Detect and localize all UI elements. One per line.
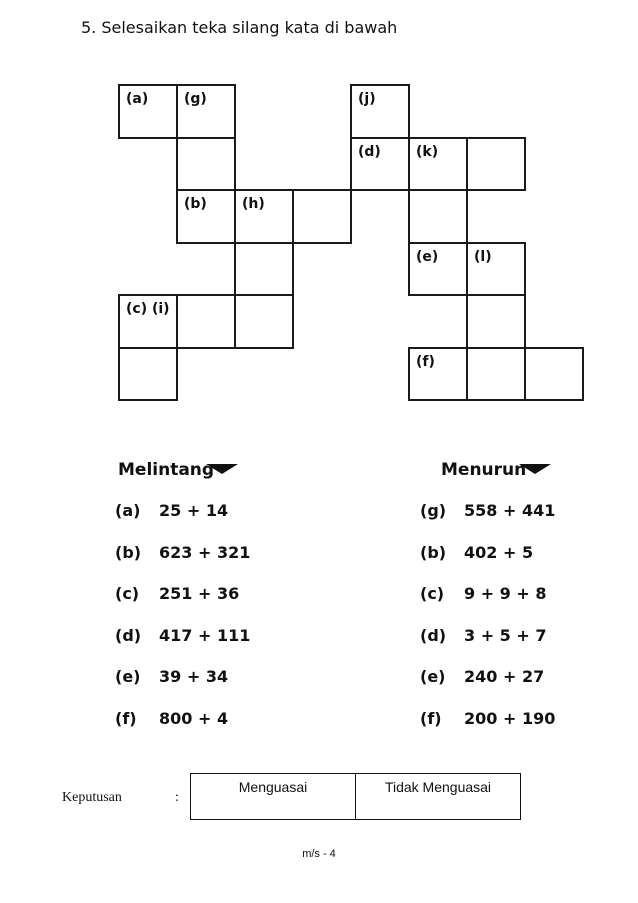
across-clue-row bbox=[115, 543, 250, 562]
clue-label: (f) bbox=[115, 708, 137, 728]
crossword-cell[interactable] bbox=[292, 189, 352, 244]
across-clue-row bbox=[115, 626, 250, 645]
clue-label: (b) bbox=[115, 542, 142, 562]
page-number: m/s - 4 bbox=[302, 848, 336, 860]
clue-label: (a) bbox=[115, 501, 141, 520]
cell-clue-label: (d) bbox=[358, 143, 381, 160]
down-clue-row bbox=[420, 543, 533, 562]
clue-expression: 558 + 441 bbox=[464, 501, 556, 520]
crossword-cell[interactable] bbox=[118, 347, 178, 402]
clue-expression: 800 + 4 bbox=[159, 708, 229, 728]
keputusan-table bbox=[190, 773, 521, 820]
clue-expression: 39 + 34 bbox=[159, 667, 229, 686]
crossword-cell[interactable] bbox=[408, 347, 468, 402]
option-menguasai[interactable]: Menguasai bbox=[191, 774, 356, 820]
clue-label: (g) bbox=[420, 501, 447, 520]
keputusan-colon: : bbox=[175, 790, 179, 805]
clue-expression: 402 + 5 bbox=[464, 542, 534, 562]
clue-expression: 240 + 27 bbox=[464, 667, 545, 686]
cell-clue-label: (h) bbox=[242, 196, 265, 212]
crossword-cell[interactable] bbox=[350, 84, 410, 139]
clue-label: (e) bbox=[420, 667, 446, 686]
clue-label: (b) bbox=[420, 542, 447, 562]
down-clue-row bbox=[420, 501, 555, 520]
cell-clue-label: (a) bbox=[126, 91, 149, 107]
crossword-cell[interactable] bbox=[234, 242, 294, 297]
down-clue-row bbox=[420, 584, 547, 603]
down-clue-row bbox=[420, 626, 547, 645]
cell-clue-label: (j) bbox=[358, 91, 376, 107]
down-arrow-icon bbox=[519, 464, 551, 474]
question-heading: 5. Selesaikan teka silang kata di bawah bbox=[81, 18, 398, 37]
clue-label: (e) bbox=[115, 667, 141, 686]
across-clue-row bbox=[115, 584, 239, 603]
cell-clue-label: (c) (i) bbox=[126, 301, 170, 317]
crossword-cell[interactable] bbox=[176, 189, 236, 244]
cell-clue-label: (k) bbox=[416, 143, 439, 160]
crossword-cell[interactable] bbox=[466, 347, 526, 402]
down-clue-row bbox=[420, 709, 555, 728]
crossword-cell[interactable] bbox=[176, 84, 236, 139]
crossword-cell[interactable] bbox=[408, 189, 468, 244]
across-arrow-icon bbox=[206, 464, 238, 474]
crossword-cell[interactable] bbox=[524, 347, 584, 402]
keputusan-label: Keputusan bbox=[62, 790, 122, 805]
clue-expression: 200 + 190 bbox=[464, 708, 556, 728]
cell-clue-label: (l) bbox=[474, 248, 492, 265]
crossword-cell[interactable] bbox=[408, 137, 468, 192]
clue-expression: 417 + 111 bbox=[159, 625, 251, 645]
across-title: Melintang bbox=[118, 460, 215, 480]
crossword-cell[interactable] bbox=[118, 294, 178, 349]
clue-label: (d) bbox=[420, 625, 447, 645]
down-clue-row bbox=[420, 667, 544, 686]
crossword-cell[interactable] bbox=[234, 189, 294, 244]
crossword-cell[interactable] bbox=[466, 242, 526, 297]
crossword-cell[interactable] bbox=[176, 294, 236, 349]
clue-expression: 251 + 36 bbox=[159, 584, 240, 603]
clue-expression: 3 + 5 + 7 bbox=[464, 625, 547, 645]
clue-label: (d) bbox=[115, 625, 142, 645]
crossword-cell[interactable] bbox=[118, 84, 178, 139]
clue-label: (c) bbox=[115, 584, 140, 603]
across-clue-row bbox=[115, 709, 228, 728]
clue-label: (f) bbox=[420, 708, 442, 728]
clue-expression: 623 + 321 bbox=[159, 542, 251, 562]
cell-clue-label: (f) bbox=[416, 353, 435, 370]
cell-clue-label: (b) bbox=[184, 196, 207, 212]
clue-label: (c) bbox=[420, 584, 445, 603]
cell-clue-label: (g) bbox=[184, 91, 207, 107]
across-clue-row bbox=[115, 501, 228, 520]
crossword-cell[interactable] bbox=[234, 294, 294, 349]
cell-clue-label: (e) bbox=[416, 248, 439, 265]
crossword-cell[interactable] bbox=[466, 294, 526, 349]
across-clue-row bbox=[115, 667, 228, 686]
option-tidak-menguasai[interactable]: Tidak Menguasai bbox=[356, 774, 521, 820]
crossword-cell[interactable] bbox=[466, 137, 526, 192]
down-title: Menurun bbox=[441, 460, 527, 480]
crossword-cell[interactable] bbox=[408, 242, 468, 297]
clue-expression: 9 + 9 + 8 bbox=[464, 584, 547, 603]
clue-expression: 25 + 14 bbox=[159, 501, 229, 520]
crossword-cell[interactable] bbox=[176, 137, 236, 192]
crossword-cell[interactable] bbox=[350, 137, 410, 192]
